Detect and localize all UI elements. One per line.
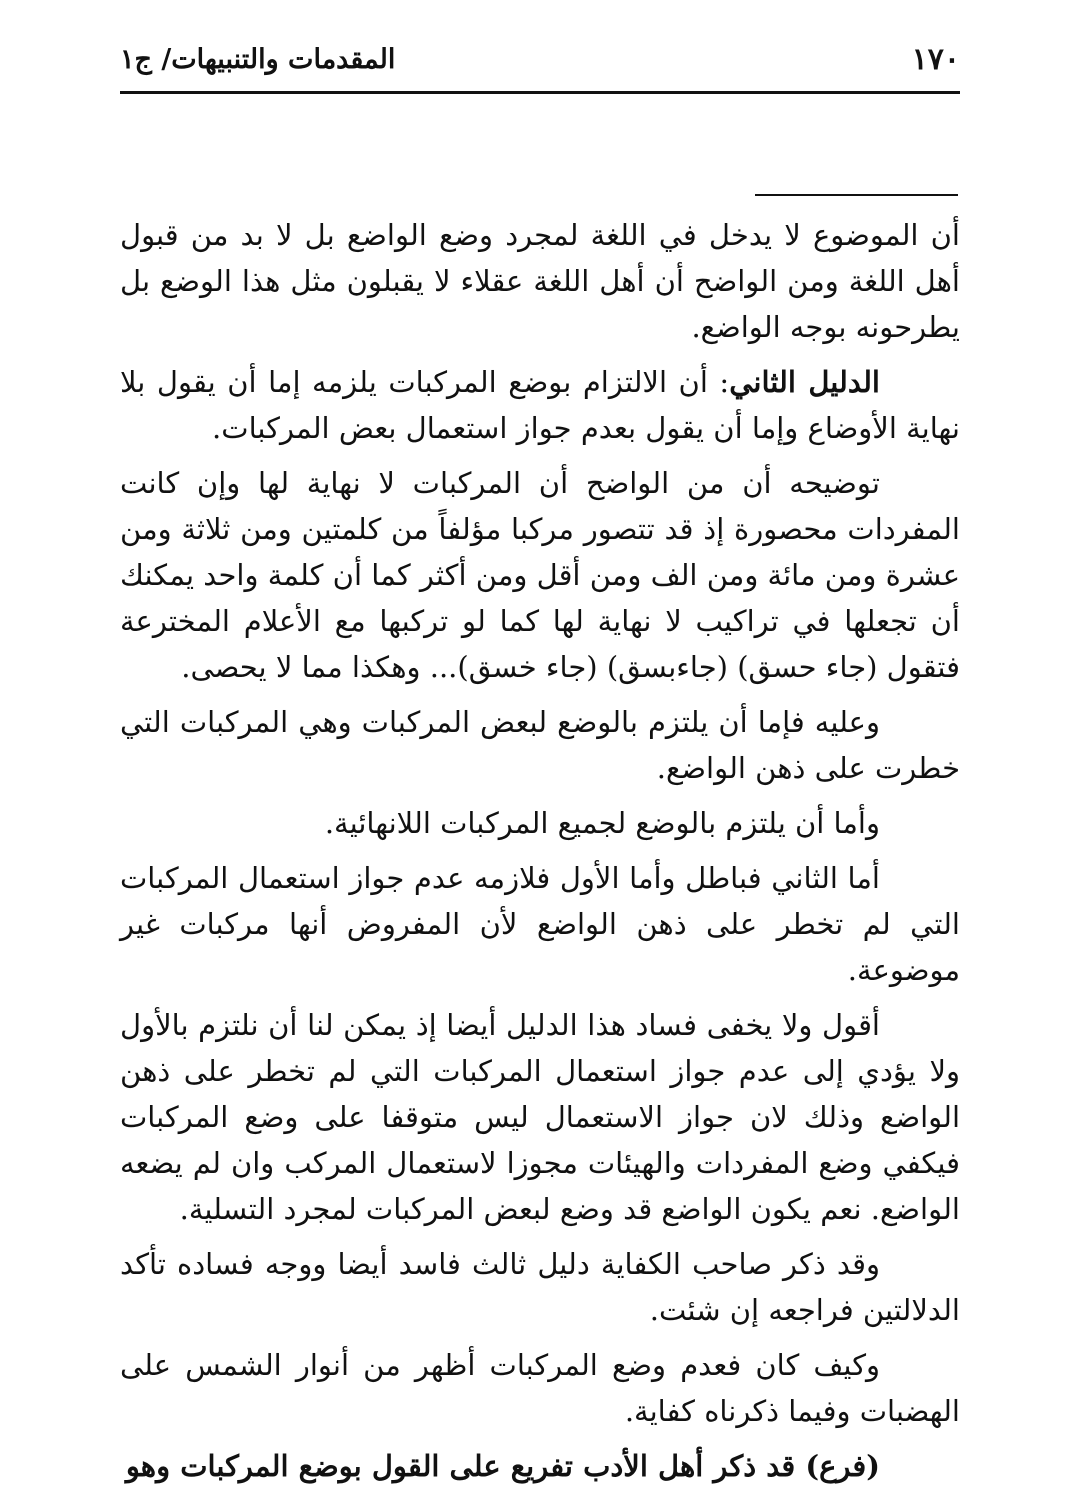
header-rule <box>120 91 960 94</box>
paragraph-2-text: : أن الالتزام بوضع المركبات يلزمه إما أن يقول بلا نهاية الأوضاع وإما أن يقول بعدم جواز استعمال بعض المركبات. <box>120 365 960 445</box>
page-number: ١٧٠ <box>911 42 960 77</box>
body-text <box>120 212 960 1498</box>
paragraph-4: وعليه فإما أن يلتزم بالوضع لبعض المركبات وهي المركبات التي خطرت على ذهن الواضع. <box>120 705 960 785</box>
paragraph-6: أما الثاني فباطل وأما الأول فلازمه عدم جواز استعمال المركبات التي لم تخطر على ذهن الواضع لأن المفروض أنها مركبات غير موضوعة. <box>120 861 960 987</box>
paragraph-9: وكيف كان فعدم وضع المركبات أظهر من أنوار الشمس على الهضبات وفيما ذكرناه كفاية. <box>120 1348 960 1428</box>
paragraph-8: وقد ذكر صاحب الكفاية دليل ثالث فاسد أيضا ووجه فساده تأكد الدلالتين فراجعه إن شئت. <box>120 1247 960 1327</box>
paragraph-10: (فرع) قد ذكر أهل الأدب تفريع على القول بوضع المركبات وهو <box>125 1449 880 1483</box>
paragraph-5: وأما أن يلتزم بالوضع لجميع المركبات اللانهائية. <box>324 806 880 840</box>
paragraph-3: توضيحه أن من الواضح أن المركبات لا نهاية لها وإن كانت المفردات محصورة إذ قد تتصور مركبا مؤلفاً من كلمتين ومن ثلاثة ومن عشرة ومن مائة ومن الف ومن أقل ومن أكثر كما أن كلمة واحد يمكنك أن تجعلها في تراكيب لا نهاية لها كما لو تركبها مع الأعلام المخترعة فتقول (جاء حسق) (جاءبسق) (جاء خسق)... وهكذا مما لا يحصى. <box>120 466 960 684</box>
page-header <box>120 38 960 88</box>
running-title: المقدمات والتنبيهات/ ج١ <box>120 44 396 75</box>
paragraph-1: أن الموضوع لا يدخل في اللغة لمجرد وضع الواضع بل لا بد من قبول أهل اللغة ومن الواضح أن أهل اللغة عقلاء لا يقبلون مثل هذا الوضع بل يطرحونه بوجه الواضع. <box>120 218 960 344</box>
paragraph-2-term: الدليل الثاني <box>729 365 880 399</box>
paragraph-7: أقول ولا يخفى فساد هذا الدليل أيضا إذ يمكن لنا أن نلتزم بالأول ولا يؤدي إلى عدم جواز استعمال المركبات التي لم تخطر على ذهن الواضع وذلك لان جواز الاستعمال ليس متوقفا على وضع المركبات فيكفي وضع المفردات والهيئات مجوزا لاستعمال المركب وان لم يضعه الواضع. نعم يكون الواضع قد وضع لبعض المركبات لمجرد التسلية. <box>120 1008 960 1226</box>
separator-rule <box>755 194 958 196</box>
paragraph-2 <box>120 359 960 451</box>
